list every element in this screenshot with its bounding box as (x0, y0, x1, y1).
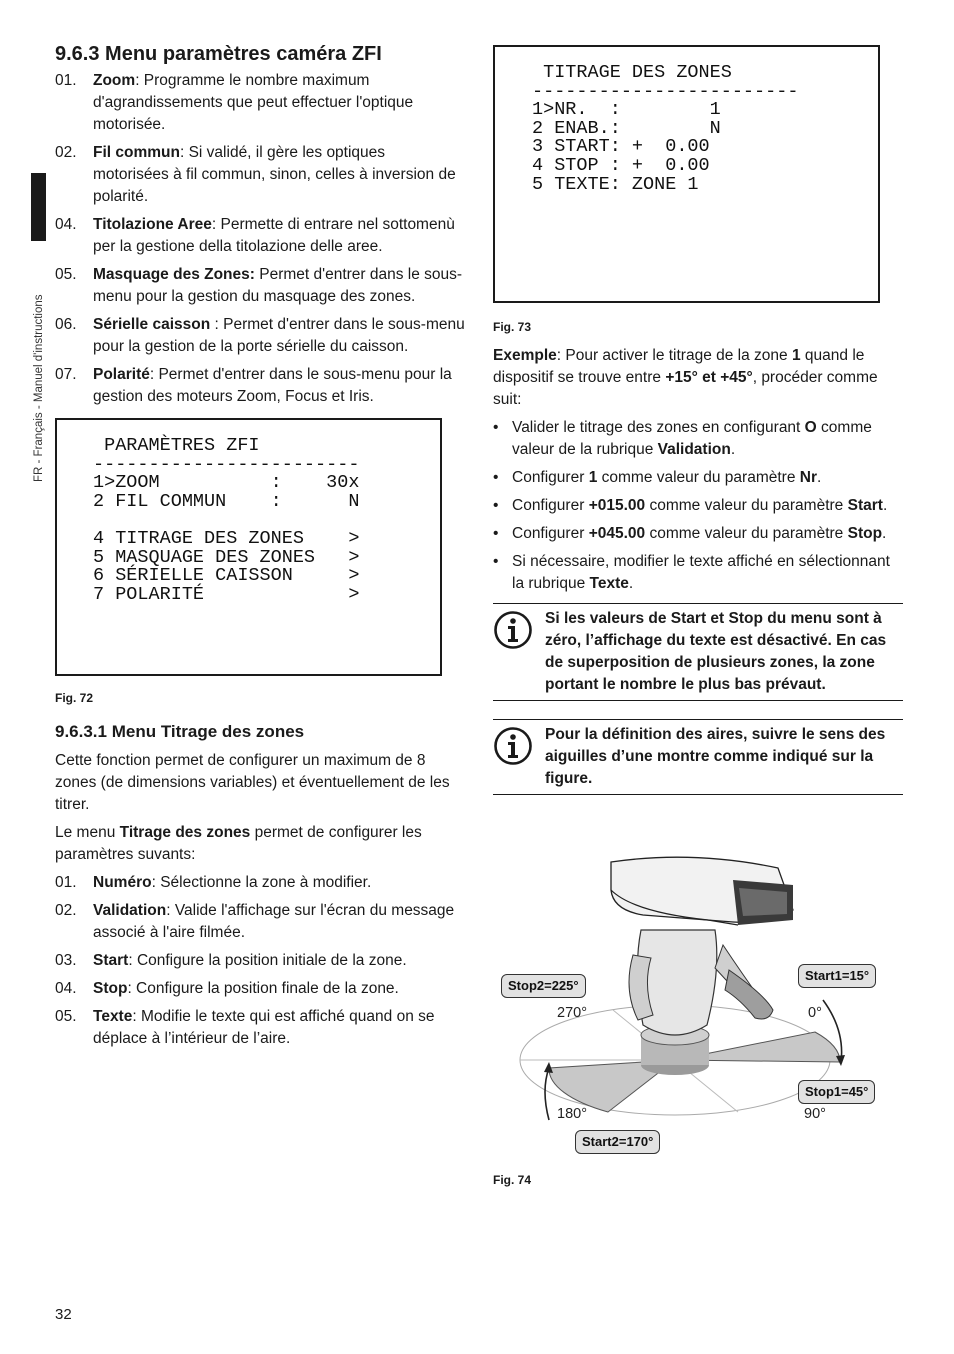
osd-row: PARAMÈTRES ZFI (93, 435, 260, 456)
item-number: 03. (55, 952, 77, 969)
text-run: comme valeur du paramètre (597, 469, 800, 486)
angle-label-90: 90° (804, 1106, 826, 1122)
item-term: Start (93, 952, 129, 969)
callout-start2: Start2=170° (575, 1130, 660, 1154)
sidebar-label: FR - Français - Manuel d'instructions (33, 294, 45, 482)
note-text: Pour la définition des aires, suivre le sens des aiguilles d’une montre comme indiqué sur la figure. (545, 726, 886, 787)
text-run: permet de configurer les paramètres suvants: (55, 824, 422, 863)
osd-row: ------------------------ (93, 453, 360, 475)
bullet-item: • Configurer +015.00 comme valeur du paramètre Start. (493, 497, 888, 514)
item-term: Sérielle caisson (93, 316, 211, 333)
item-number: 01. (55, 874, 77, 891)
item-number: 04. (55, 216, 77, 233)
paragraph (55, 822, 465, 866)
info-icon (493, 608, 545, 696)
item-text: : Programme le nombre maximum d'agrandissements que peut effectuer l'optique motorisée. (93, 72, 414, 133)
text-bold: Validation (657, 441, 731, 458)
list-item (55, 364, 465, 408)
osd-row: ------------------------ (532, 80, 799, 102)
note-text: Si les valeurs de Start et Stop du menu sont à zéro, l’affichage du texte est désactivé. En cas de superposition de plusieurs zones, la zone portant le nombre le plus bas prévaut. (545, 610, 887, 693)
text-run: comme valeur du paramètre (645, 525, 848, 542)
figure-caption: Fig. 73 (493, 320, 532, 334)
text-run: comme valeur de la rubrique (512, 419, 872, 458)
right-column (493, 40, 903, 795)
angle-label-270: 270° (557, 1005, 587, 1021)
list-item (55, 142, 465, 208)
item-number: 04. (55, 980, 77, 997)
list-item (55, 314, 465, 358)
text-bold: Start (847, 497, 883, 514)
item-text: Permet d'entrer dans le sous-menu pour la gestion du masquage des zones. (93, 266, 463, 305)
text-run: . (882, 525, 887, 542)
subsection-item-list (55, 872, 465, 1050)
text-bold: Texte (589, 575, 629, 592)
osd-row: 2 FIL COMMUN : N (93, 490, 360, 512)
section-item-list (55, 70, 465, 408)
angle-label-0: 0° (808, 1005, 822, 1021)
item-text: : Configure la position finale de la zone. (127, 980, 399, 997)
osd-row: 2 ENAB.: N (532, 117, 721, 139)
figure-caption: Fig. 74 (493, 1173, 532, 1187)
item-number: 06. (55, 316, 77, 333)
text-bold: Stop (847, 525, 883, 542)
sidebar-tab-marker (31, 173, 46, 241)
text-run: quand le dispositif se trouve entre (493, 347, 865, 386)
callout-start1: Start1=15° (798, 964, 876, 988)
osd-row: TITRAGE DES ZONES (532, 62, 732, 83)
item-term: Titolazione Aree (93, 216, 212, 233)
osd-row: 3 START: + 0.00 (532, 136, 710, 158)
text-run: Configurer (512, 497, 589, 514)
osd-row: 7 POLARITÉ > (93, 583, 360, 605)
list-item (55, 872, 465, 894)
callout-stop1: Stop1=45° (798, 1080, 875, 1104)
item-term: Validation (93, 902, 167, 919)
item-text: : Permet d'entrer dans le sous-menu pour la gestion des moteurs Zoom, Focus et Iris. (93, 366, 452, 405)
text-bold: +15° et +45° (665, 369, 753, 386)
subsection-title: 9.6.3.1 Menu Titrage des zones (55, 722, 305, 741)
bullet-item: • Configurer 1 comme valeur du paramètre Nr. (493, 469, 822, 486)
figure-74 (493, 850, 903, 1170)
text-bold: Nr (799, 469, 817, 486)
osd-row: 1>NR. : 1 (532, 99, 721, 121)
text-run: : Pour activer le titrage de la zone (556, 347, 792, 364)
callout-stop2: Stop2=225° (501, 974, 586, 998)
osd-screen-fig72 (55, 418, 442, 676)
item-term: Polarité (93, 366, 150, 383)
list-item (55, 264, 465, 308)
info-icon (493, 724, 545, 790)
text-bold: Exemple (493, 347, 557, 364)
text-run: . (628, 575, 634, 592)
text-run: . (817, 469, 822, 486)
angle-label-180: 180° (557, 1106, 587, 1122)
item-text: : Configure la position initiale de la zone. (128, 952, 407, 969)
osd-row: 5 TEXTE: ZONE 1 (532, 173, 699, 195)
text-bold: +045.00 (588, 525, 646, 542)
text-run: Configurer (512, 469, 589, 486)
text-run: , procéder comme suit: (493, 369, 878, 408)
item-number: 01. (55, 72, 77, 89)
item-text: : Modifie le texte qui est affiché quand on se déplace à l’intérieur de l’aire. (93, 1008, 435, 1047)
paragraph: Cette fonction permet de configurer un maximum de 8 zones (de dimensions variables) et éventuellement de les titrer. (55, 752, 450, 813)
osd-row: 4 TITRAGE DES ZONES > (93, 527, 360, 549)
page-number: 32 (55, 1306, 72, 1323)
text-bold: Titrage des zones (119, 824, 251, 841)
info-note (493, 603, 903, 701)
item-term: Numéro (93, 874, 152, 891)
item-text: : Permette di entrare nel sottomenù per la gestione della titolazione delle aree. (93, 216, 455, 255)
item-text: : Si validé, il gère les optiques motorisées à fil commun, sinon, celles à inversion de polarité. (93, 144, 456, 205)
list-item (55, 950, 465, 972)
item-term: Fil commun (93, 144, 180, 161)
example-paragraph (493, 345, 903, 411)
item-number: 07. (55, 366, 77, 383)
item-text: : Sélectionne la zone à modifier. (151, 874, 372, 891)
item-term: Texte (93, 1008, 133, 1025)
osd-row: 4 STOP : + 0.00 (532, 154, 710, 176)
list-item (55, 900, 465, 944)
text-run: Valider le titrage des zones en configurant (512, 419, 805, 436)
text-bold: 1 (791, 347, 801, 364)
text-run: Configurer (512, 525, 589, 542)
osd-screen-fig73 (493, 45, 880, 303)
item-term: Stop (93, 980, 128, 997)
item-number: 05. (55, 1008, 77, 1025)
left-column (55, 40, 465, 1056)
bullet-item: • Configurer +045.00 comme valeur du paramètre Stop. (493, 525, 887, 542)
text-bold: O (804, 419, 817, 436)
text-run: . (730, 441, 736, 458)
item-term: Masquage des Zones: (93, 266, 255, 283)
list-item (55, 978, 465, 1000)
text-bold: +015.00 (588, 497, 646, 514)
item-text: : Permet d'entrer dans le sous-menu pour la gestion de la porte sérielle du caisson. (93, 316, 465, 355)
text-run: Le menu (55, 824, 120, 841)
osd-row: 5 MASQUAGE DES ZONES > (93, 546, 360, 568)
item-number: 02. (55, 144, 77, 161)
list-item (55, 1006, 465, 1050)
bullet-list (493, 417, 903, 595)
item-term: Zoom (93, 72, 136, 89)
list-item (55, 214, 465, 258)
bullet-item: • Valider le titrage des zones en configurant O comme valeur de la rubrique Validation. (493, 419, 872, 458)
figure-caption: Fig. 72 (55, 691, 94, 705)
item-number: 05. (55, 266, 77, 283)
section-title: 9.6.3 Menu paramètres caméra ZFI (55, 43, 382, 65)
item-text: : Valide l'affichage sur l'écran du message associé à l'aire filmée. (93, 902, 455, 941)
info-note (493, 719, 903, 795)
list-item (55, 70, 465, 136)
osd-row: 6 SÉRIELLE CAISSON > (93, 565, 360, 587)
bullet-item: • Si nécessaire, modifier le texte affiché en sélectionnant la rubrique Texte. (493, 553, 890, 592)
text-run: comme valeur du paramètre (645, 497, 848, 514)
text-bold: 1 (588, 469, 598, 486)
camera-zone-diagram (493, 850, 903, 1170)
text-run: . (882, 497, 888, 514)
item-number: 02. (55, 902, 77, 919)
text-run: Si nécessaire, modifier le texte affiché en sélectionnant la rubrique (512, 553, 890, 592)
osd-row: 1>ZOOM : 30x (93, 472, 360, 494)
